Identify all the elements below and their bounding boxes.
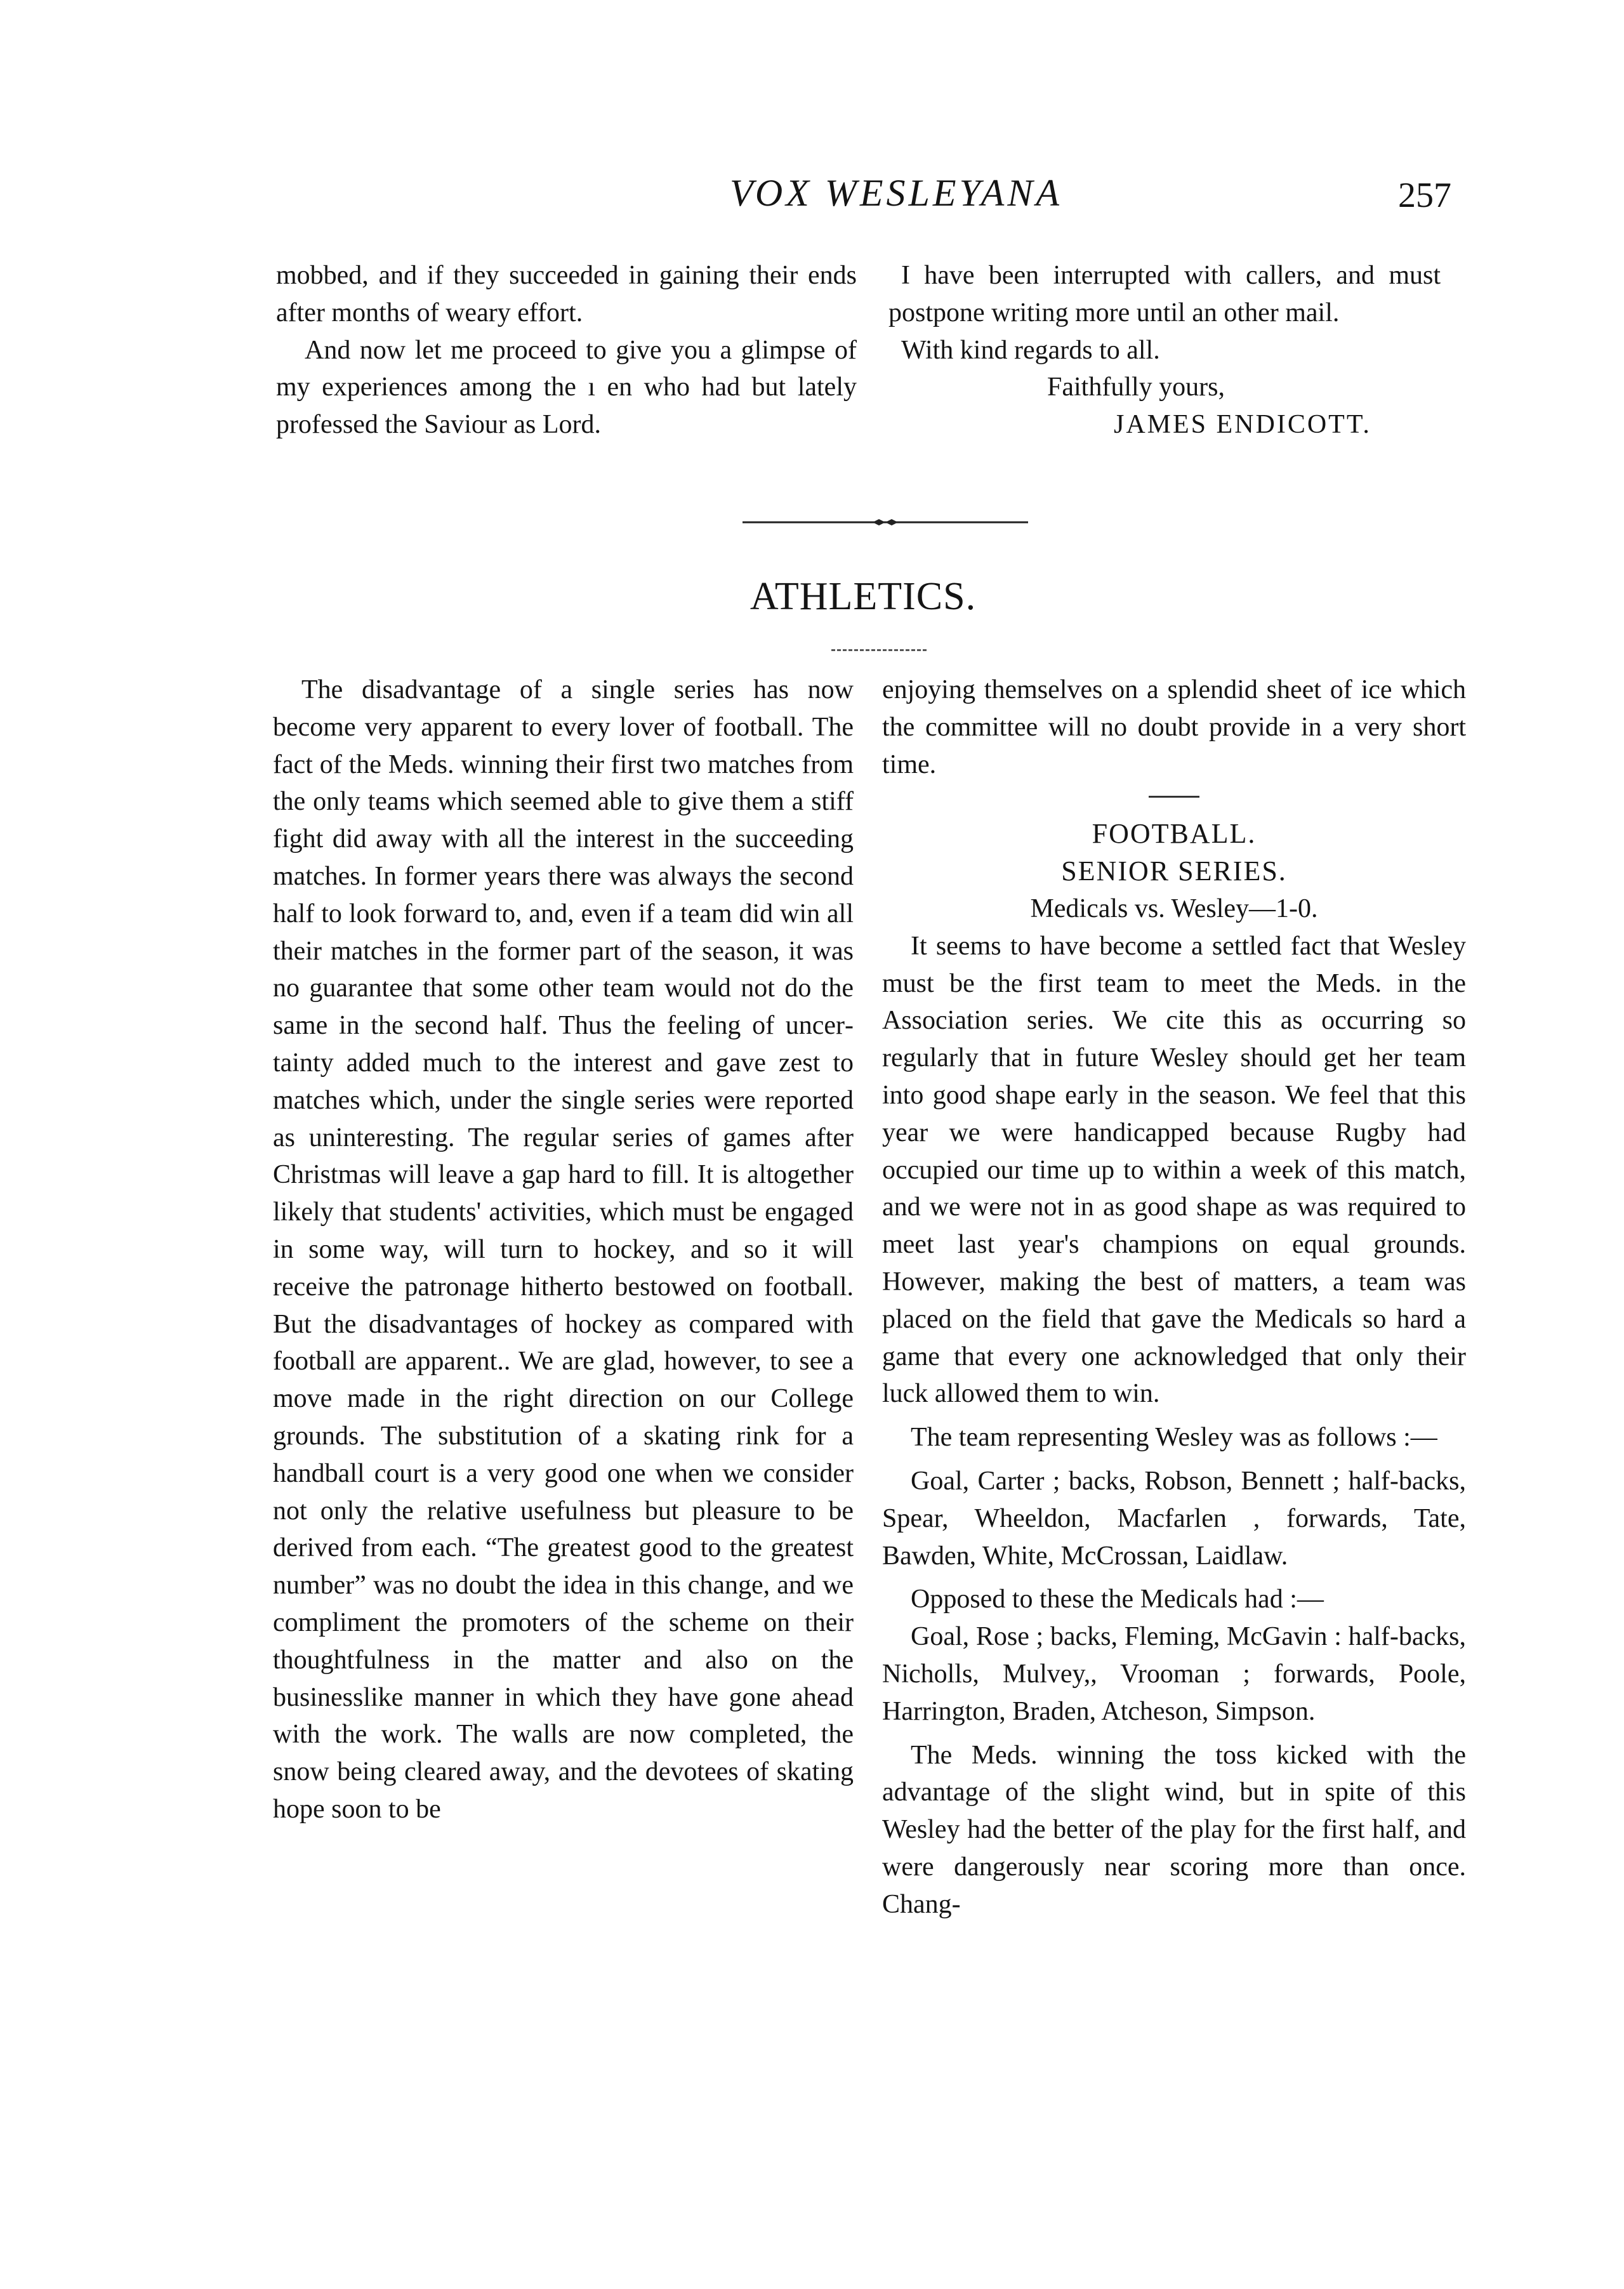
- letter-closing: Faithfully yours,: [1047, 373, 1225, 402]
- wesley-lineup: Goal, Carter ; backs, Robson, Bennett ; half-backs, Spear, Wheeldon, Macfarlen , forwards, Tate, Bawden, White, McCrossan, Laidlaw.: [882, 1466, 1466, 1571]
- letter-signature: JAMES ENDICOTT.: [1114, 410, 1371, 440]
- athletics-continuation: enjoying themselves on a splendid sheet of ice which the committee will no doubt provide in a very short time.: [882, 675, 1466, 779]
- letter-paragraph: I have been interrupted with callers, and must postpone writing more until an other mail.: [888, 261, 1441, 327]
- letter-paragraph: mobbed, and if they succeeded in gaining their ends after months of weary effort.: [276, 261, 857, 327]
- football-paragraph: The team representing Wesley was as follows :—: [911, 1423, 1437, 1453]
- running-title: VOX WESLEYANA: [730, 172, 1062, 214]
- letter-right-column: [888, 257, 1441, 444]
- page-number: 257: [1398, 176, 1451, 215]
- football-paragraph: It seems to have become a settled fact that Wesley must be the first team to meet the Meds. in the Association series. We cite this as occurring so regularly that in future Wesley should get her team into good shape early in the season. We feel that this year we were handicapped because Rugby had occupied our time up to within a week of this match, and we were not in as good shape as was required to meet last year's champions on equal grounds. However, making the best of matters, a team was placed on the field that gave the Medicals so hard a game that every one acknowledged that only their luck allowed them to win.: [882, 931, 1466, 1409]
- section-divider-ornament: [743, 518, 1028, 527]
- medicals-lineup: Goal, Rose ; backs, Fleming, McGavin : half-backs, Nicholls, Mulvey,, Vrooman ; forwards, Poole, Harrington, Braden, Atcheson, Simpson.: [882, 1622, 1466, 1726]
- series-heading: SENIOR SERIES.: [1061, 855, 1287, 887]
- section-title: ATHLETICS.: [749, 575, 977, 618]
- letter-paragraph: With kind regards to all.: [901, 335, 1160, 365]
- football-heading: FOOTBALL.: [1092, 818, 1257, 850]
- athletics-left-column: [273, 671, 854, 1828]
- football-paragraph: Opposed to these the Medicals had :—: [911, 1585, 1324, 1614]
- athletics-right-column: [882, 671, 1466, 1923]
- athletics-paragraph: The disadvantage of a single series has now become very apparent to every lover of football. The fact of the Meds. winning their first two matches from the only teams which seemed able to give them a stiff fight did away with all the interest in the succeeding matches. In former years there was always the second half to look forward to, and, even if a team did win all their matches in the former part of the season, it was no guarantee that some other team would not do the same in the second half. Thus the feeling of uncertainty added much to the interest and gave zest to matches which, under the single series were reported as uninteresting. The regular series of games after Christmas will leave a gap hard to fill. It is altogether likely that students' activities, which must be engaged in some way, will turn to hockey, and so it will receive the patronage hitherto bestowed on football. But the disadvantages of hockey as compared with football are apparent.. We are glad, however, to see a move made in the right direction on our College grounds. The substitution of a skating rink for a handball court is a very good one when we consider not only the relative usefulness but pleasure to be derived from each. “The greatest good to the greatest number” was no doubt the idea in this change, and we compliment the promoters of the scheme on their thoughtfulness in the matter and also on the businesslike manner in which they have gone ahead with the work. The walls are now completed, the snow being cleared away, and the devotees of skating hope soon to be: [273, 675, 854, 1824]
- subsection-rule: [1149, 796, 1199, 798]
- letter-paragraph: And now let me proceed to give you a glimpse of my experiences among the ı en who had but lately professed the Saviour as Lord.: [276, 335, 857, 440]
- football-paragraph: The Meds. winning the toss kicked with the advantage of the slight wind, but in spite of this Wesley had the better of the play for the first half, and were dangerously near scoring more than once. Chang-: [882, 1740, 1466, 1919]
- match-result: Medicals vs. Wesley—1-0.: [1030, 894, 1318, 923]
- letter-left-column: [276, 257, 857, 444]
- title-rule: [831, 649, 927, 653]
